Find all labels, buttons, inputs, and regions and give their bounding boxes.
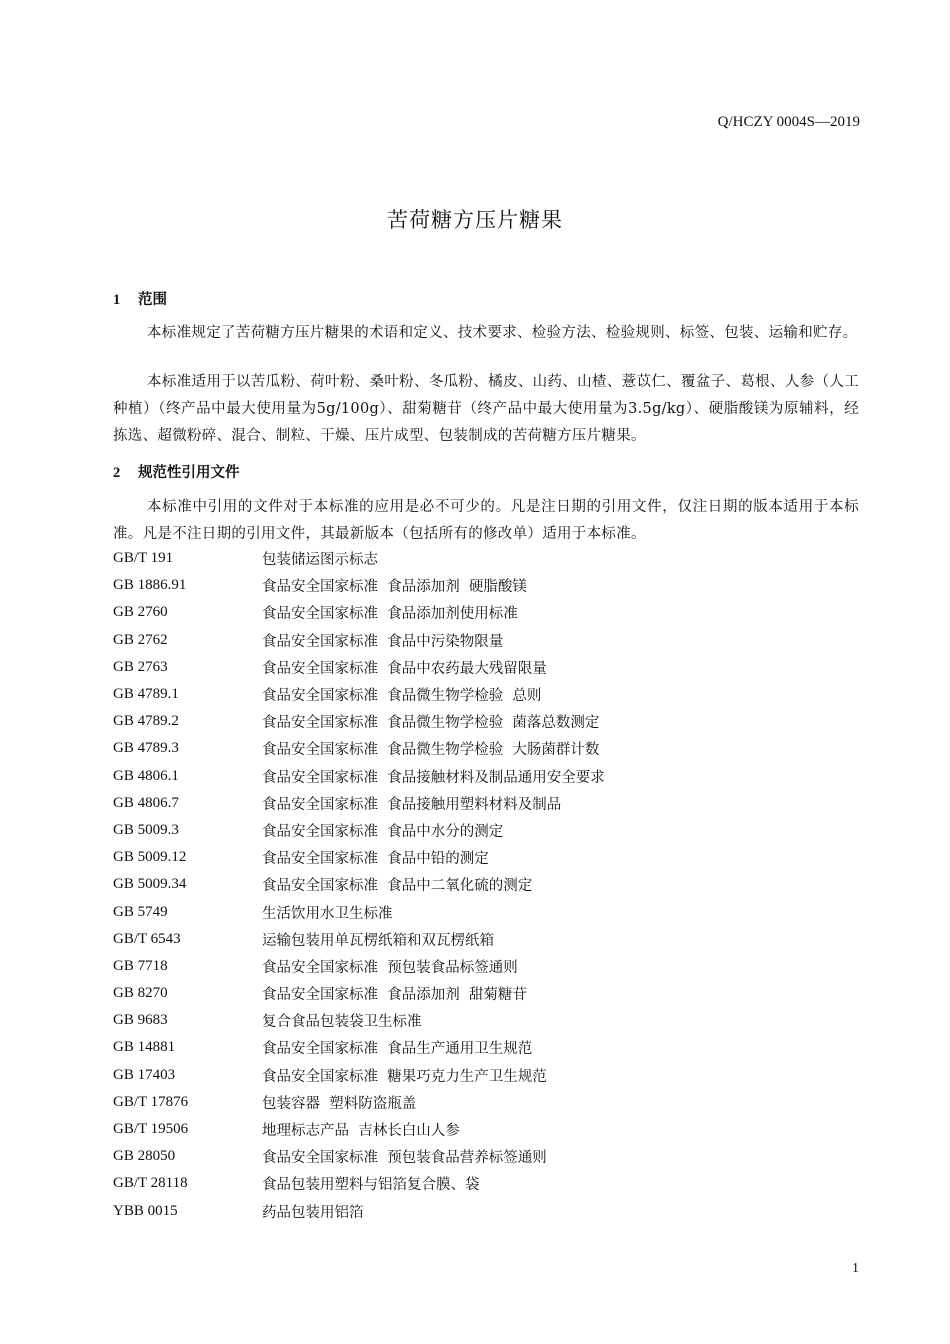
reference-title: 包装容器 塑料防盗瓶盖 (262, 1095, 417, 1112)
reference-code: GB 2760 (113, 604, 168, 621)
reference-code: GB 5009.12 (113, 849, 187, 866)
reference-row (113, 1116, 859, 1143)
reference-title: 食品安全国家标准 食品中农药最大残留限量 (262, 660, 547, 677)
reference-row (113, 1198, 859, 1225)
reference-row (113, 735, 859, 762)
reference-title: 食品安全国家标准 食品添加剂使用标准 (262, 606, 518, 623)
reference-title: 食品安全国家标准 食品添加剂 硬脂酸镁 (262, 579, 527, 596)
section-heading-normative-references (113, 461, 240, 482)
reference-title: 食品安全国家标准 食品微生物学检验 总则 (262, 688, 542, 705)
section-title: 范围 (138, 292, 167, 308)
reference-code: GB 14881 (113, 1039, 176, 1056)
reference-row (113, 790, 859, 817)
reference-row (113, 572, 859, 599)
reference-row (113, 1007, 859, 1034)
reference-code: GB 4789.1 (113, 686, 179, 703)
reference-code: GB 7718 (113, 957, 168, 974)
section-number: 1 (113, 292, 121, 308)
reference-title: 食品安全国家标准 食品生产通用卫生规范 (262, 1041, 533, 1058)
section-heading-scope (113, 288, 167, 309)
reference-row (113, 871, 859, 898)
paragraph: 本标准规定了苦荷糖方压片糖果的术语和定义、技术要求、检验方法、检验规则、标签、包装、运输和贮存。 (147, 325, 858, 341)
reference-code: GB/T 191 (113, 550, 174, 567)
reference-title: 食品安全国家标准 预包装食品标签通则 (262, 959, 518, 976)
reference-row (113, 1034, 859, 1061)
reference-row (113, 844, 859, 871)
reference-code: GB/T 17876 (113, 1093, 189, 1110)
reference-code: GB 8270 (113, 985, 168, 1002)
reference-title: 食品安全国家标准 食品中污染物限量 (262, 633, 504, 650)
reference-row (113, 763, 859, 790)
reference-code: GB 17403 (113, 1066, 176, 1083)
reference-title: 食品安全国家标准 食品中铅的测定 (262, 851, 489, 868)
reference-title: 食品安全国家标准 食品微生物学检验 大肠菌群计数 (262, 742, 600, 759)
section-number: 2 (113, 465, 121, 481)
reference-code: GB 5009.3 (113, 821, 179, 838)
reference-code: GB 4806.7 (113, 794, 179, 811)
reference-row (113, 1089, 859, 1116)
reference-code: GB 5009.34 (113, 876, 187, 893)
reference-code: GB/T 6543 (113, 930, 181, 947)
reference-row (113, 817, 859, 844)
reference-code: GB/T 28118 (113, 1175, 188, 1192)
reference-title: 食品安全国家标准 食品中二氧化硫的测定 (262, 878, 533, 895)
reference-row (113, 627, 859, 654)
reference-row (113, 599, 859, 626)
reference-title: 药品包装用铝箔 (262, 1204, 364, 1221)
reference-code: GB 2763 (113, 658, 168, 675)
reference-row (113, 1062, 859, 1089)
paragraph: 本标准适用于以苦瓜粉、荷叶粉、桑叶粉、冬瓜粉、橘皮、山药、山楂、薏苡仁、覆盆子、葛根、人参（人工种植）（终产品中最大使用量为5g/100g）、甜菊糖苷（终产品中最大使用量为3.5g/kg）、硬脂酸镁为原辅料，经拣选、超微粉碎、混合、制粒、干燥、压片成型、包装制成的苦荷糖方压片糖果。 (113, 374, 859, 444)
reference-code: GB 2762 (113, 631, 168, 648)
reference-code: GB 28050 (113, 1148, 176, 1165)
reference-row (113, 708, 859, 735)
reference-row (113, 953, 859, 980)
standard-code: Q/HCZY 0004S—2019 (717, 114, 860, 130)
reference-code: GB 1886.91 (113, 577, 187, 594)
paragraph: 本标准中引用的文件对于本标准的应用是必不可少的。凡是注日期的引用文件，仅注日期的版本适用于本标准。凡是不注日期的引用文件，其最新版本（包括所有的修改单）适用于本标准。 (113, 499, 859, 542)
reference-code: GB 5749 (113, 903, 168, 920)
reference-title: 生活饮用水卫生标准 (262, 905, 393, 922)
reference-code: GB 4806.1 (113, 767, 179, 784)
reference-title: 食品包装用塑料与铝箔复合膜、袋 (262, 1177, 480, 1194)
reference-row (113, 545, 859, 572)
reference-title: 包装储运图示标志 (262, 552, 378, 569)
reference-row (113, 1143, 859, 1170)
reference-row (113, 654, 859, 681)
reference-row (113, 1170, 859, 1197)
reference-title: 食品安全国家标准 食品接触用塑料材料及制品 (262, 796, 562, 813)
section-title: 规范性引用文件 (138, 465, 240, 481)
reference-title: 食品安全国家标准 糖果巧克力生产卫生规范 (262, 1068, 547, 1085)
reference-title: 运输包装用单瓦楞纸箱和双瓦楞纸箱 (262, 932, 494, 949)
reference-title: 食品安全国家标准 食品接触材料及制品通用安全要求 (262, 769, 605, 786)
page-number: 1 (852, 1261, 859, 1276)
reference-title: 食品安全国家标准 食品添加剂 甜菊糖苷 (262, 987, 527, 1004)
reference-code: GB 4789.2 (113, 713, 179, 730)
reference-row (113, 898, 859, 925)
reference-code: GB 9683 (113, 1012, 168, 1029)
reference-row (113, 980, 859, 1007)
reference-code: GB 4789.3 (113, 740, 179, 757)
reference-title: 食品安全国家标准 食品中水分的测定 (262, 823, 504, 840)
reference-row (113, 926, 859, 953)
reference-title: 复合食品包装袋卫生标准 (262, 1014, 422, 1031)
reference-list (113, 545, 859, 1225)
reference-code: GB/T 19506 (113, 1121, 189, 1138)
reference-title: 食品安全国家标准 预包装食品营养标签通则 (262, 1150, 547, 1167)
reference-row (113, 681, 859, 708)
reference-code: YBB 0015 (113, 1202, 178, 1219)
reference-title: 地理标志产品 吉林长白山人参 (262, 1123, 460, 1140)
reference-title: 食品安全国家标准 食品微生物学检验 菌落总数测定 (262, 715, 600, 732)
document-title: 苦荷糖方压片糖果 (387, 208, 563, 232)
